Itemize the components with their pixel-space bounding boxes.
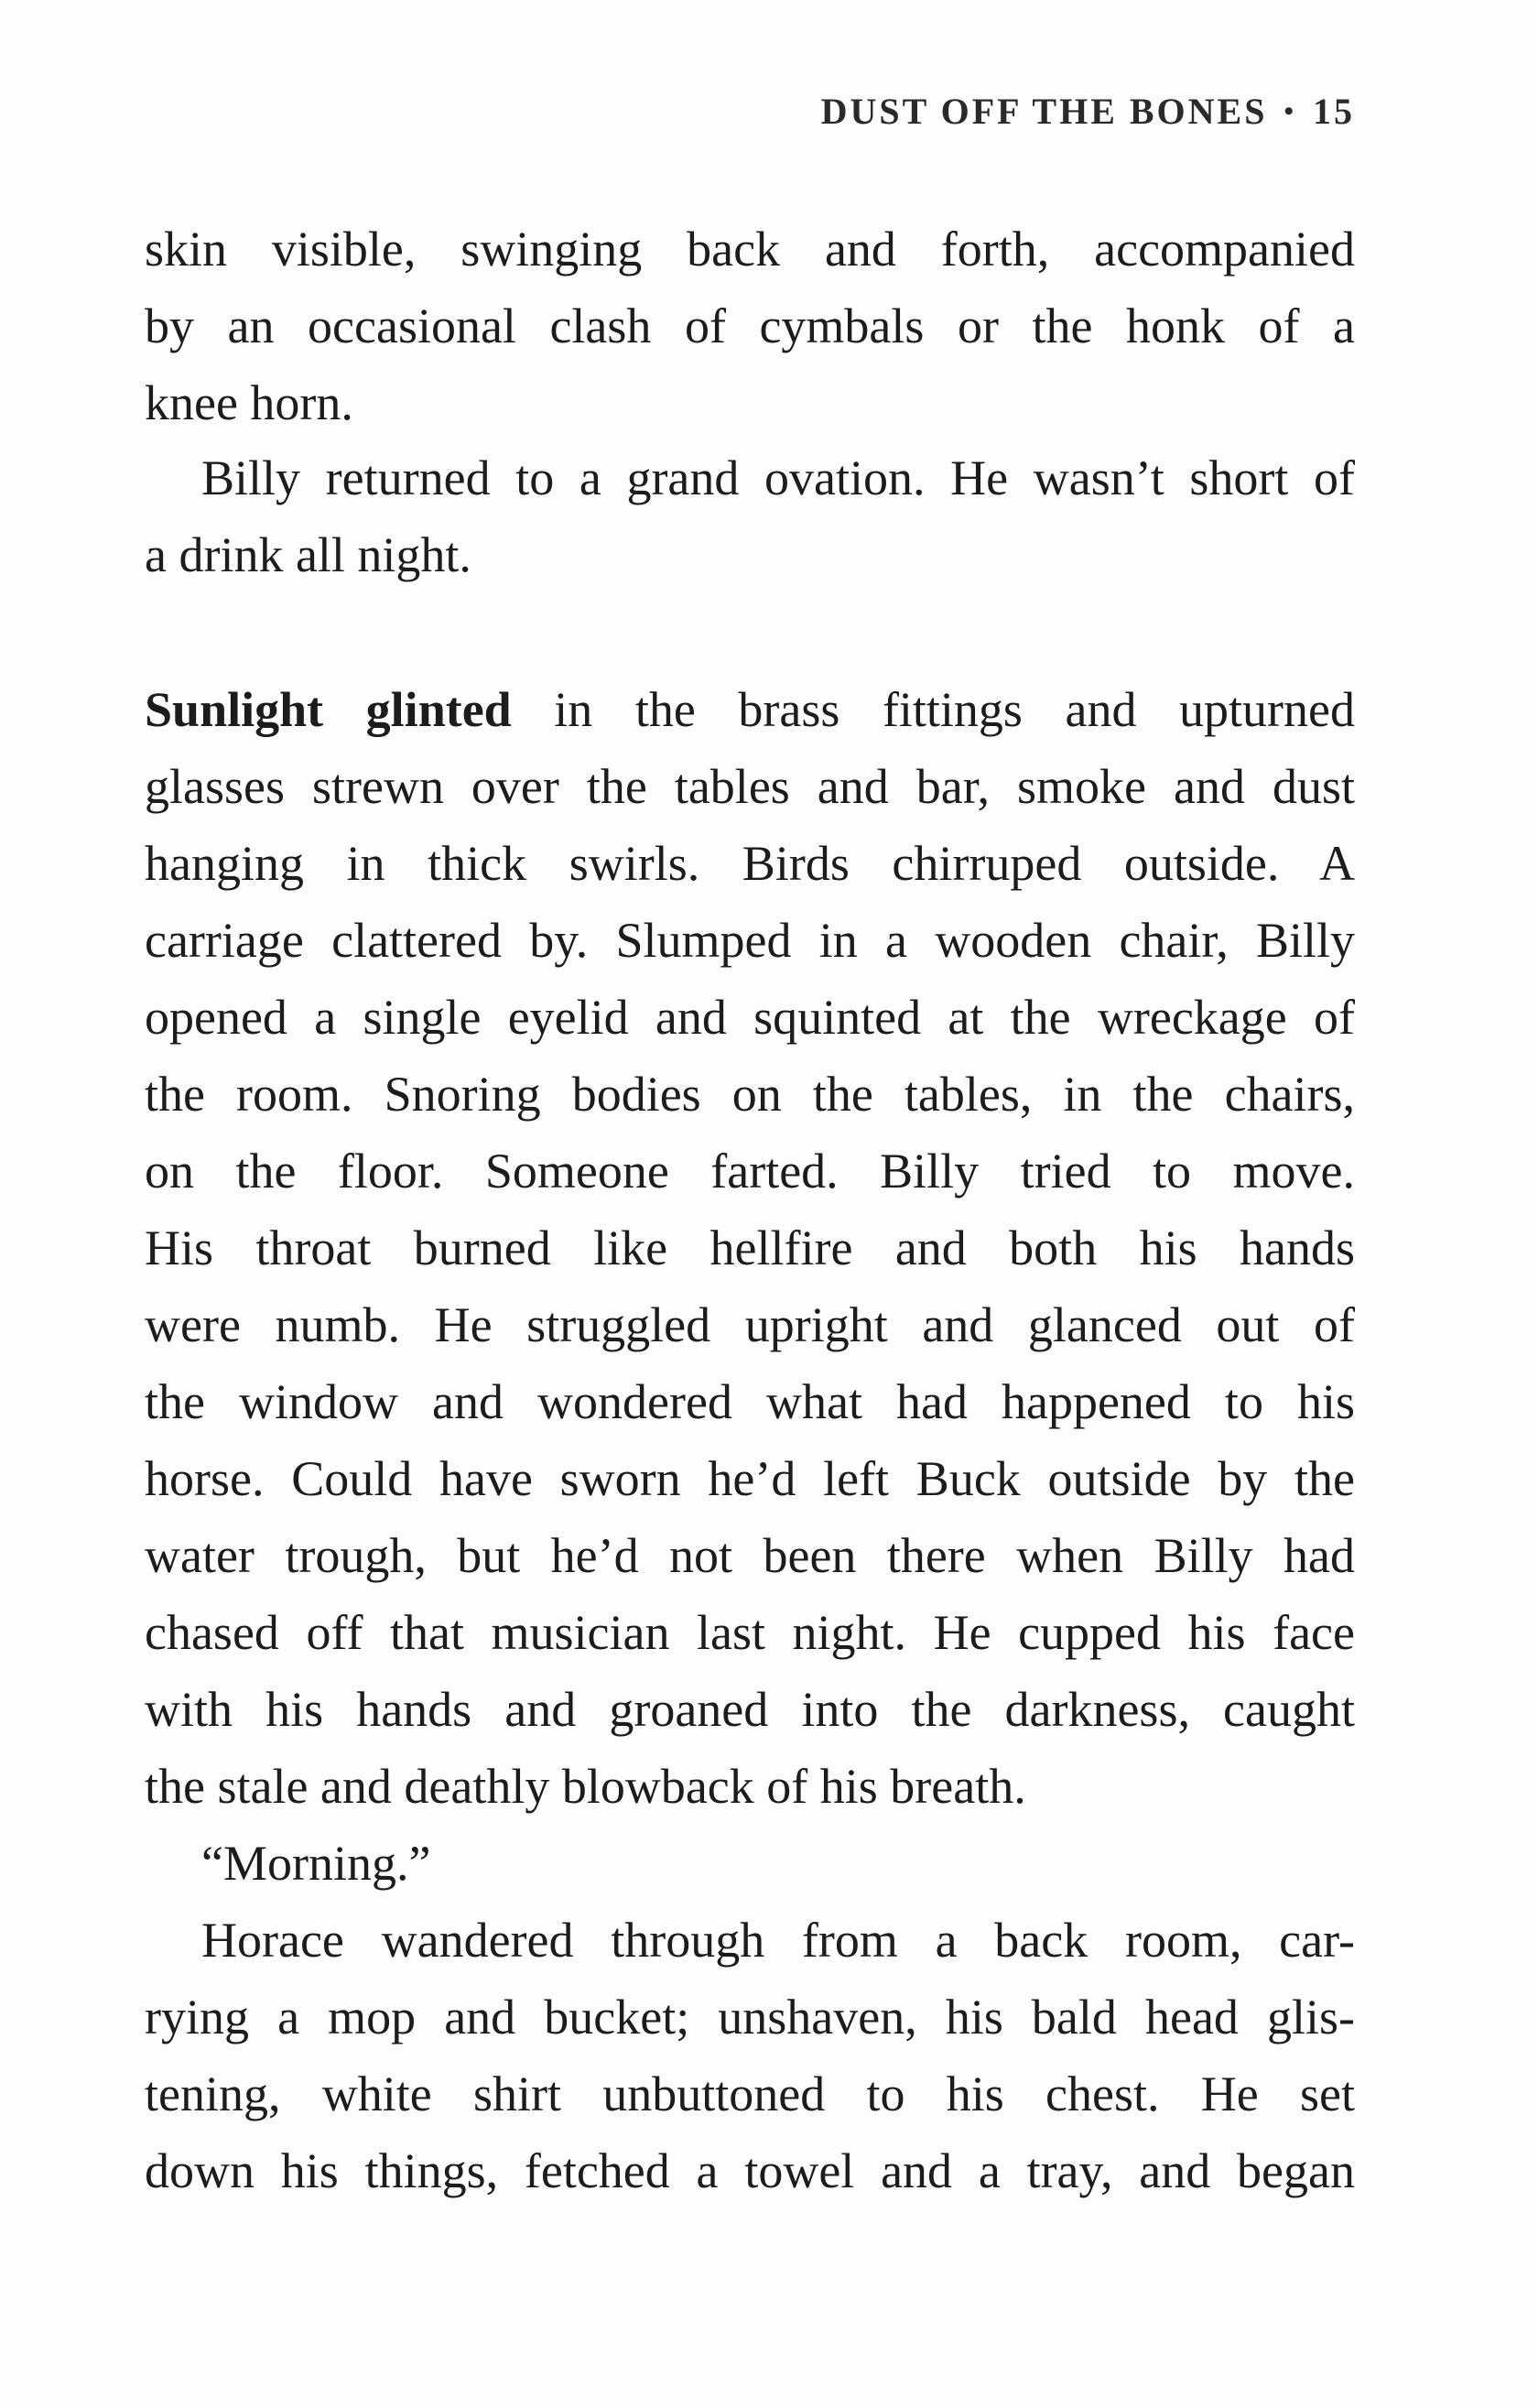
text-line: knee horn. (145, 375, 353, 430)
text-line: by an occasional clash of cymbals or the honk of a (145, 298, 1355, 353)
text-line: skin visible, swinging back and forth, accompanied (145, 222, 1355, 277)
text-line: opened a single eyelid and squinted at the wreckage of (145, 990, 1355, 1045)
dialogue-line: “Morning.” (201, 1836, 431, 1891)
page-number: 15 (1313, 91, 1355, 132)
text-line: Billy returned to a grand ovation. He wasn’t short of (201, 450, 1355, 505)
text-line: His throat burned like hellfire and both his hands (145, 1220, 1355, 1275)
text-line: the window and wondered what had happened to his (145, 1374, 1355, 1429)
text-line: glasses strewn over the tables and bar, smoke and dust (145, 759, 1355, 814)
text-line: Horace wandered through from a back room, car- (201, 1913, 1355, 1968)
body-text-top (145, 211, 1355, 441)
text-line: carriage clattered by. Slumped in a wooden chair, Billy (145, 913, 1355, 968)
text-line: hanging in thick swirls. Birds chirruped outside. A (145, 836, 1355, 891)
text-line: the stale and deathly blowback of his breath. (145, 1759, 1026, 1814)
text-line: rying a mop and bucket; unshaven, his bald head glis- (145, 1990, 1355, 2045)
text-line-rest: in the brass fittings and upturned (511, 682, 1356, 737)
text-line: water trough, but he’d not been there when Billy had (145, 1528, 1355, 1583)
body-text-paragraph-2 (145, 439, 1355, 593)
text-line: were numb. He struggled upright and glanced out of (145, 1297, 1355, 1352)
text-line-with-lead (145, 671, 1355, 748)
text-line: the room. Snoring bodies on the tables, in the chairs, (145, 1067, 1355, 1122)
section-lead-in: Sunlight glinted (145, 682, 512, 737)
text-line: with his hands and groaned into the darkness, caught (145, 1682, 1355, 1737)
text-line: on the floor. Someone farted. Billy tried to move. (145, 1144, 1355, 1199)
body-text-section (145, 671, 1355, 2209)
header-separator: • (1283, 96, 1296, 126)
text-line: down his things, fetched a towel and a tray, and began (145, 2143, 1355, 2198)
book-title: DUST OFF THE BONES (820, 91, 1268, 132)
running-header (821, 90, 1355, 133)
text-line: chased off that musician last night. He cupped his face (145, 1605, 1355, 1660)
text-line: tening, white shirt unbuttoned to his chest. He set (145, 2066, 1355, 2121)
text-line: horse. Could have sworn he’d left Buck outside by the (145, 1451, 1355, 1506)
text-line: a drink all night. (145, 527, 471, 582)
